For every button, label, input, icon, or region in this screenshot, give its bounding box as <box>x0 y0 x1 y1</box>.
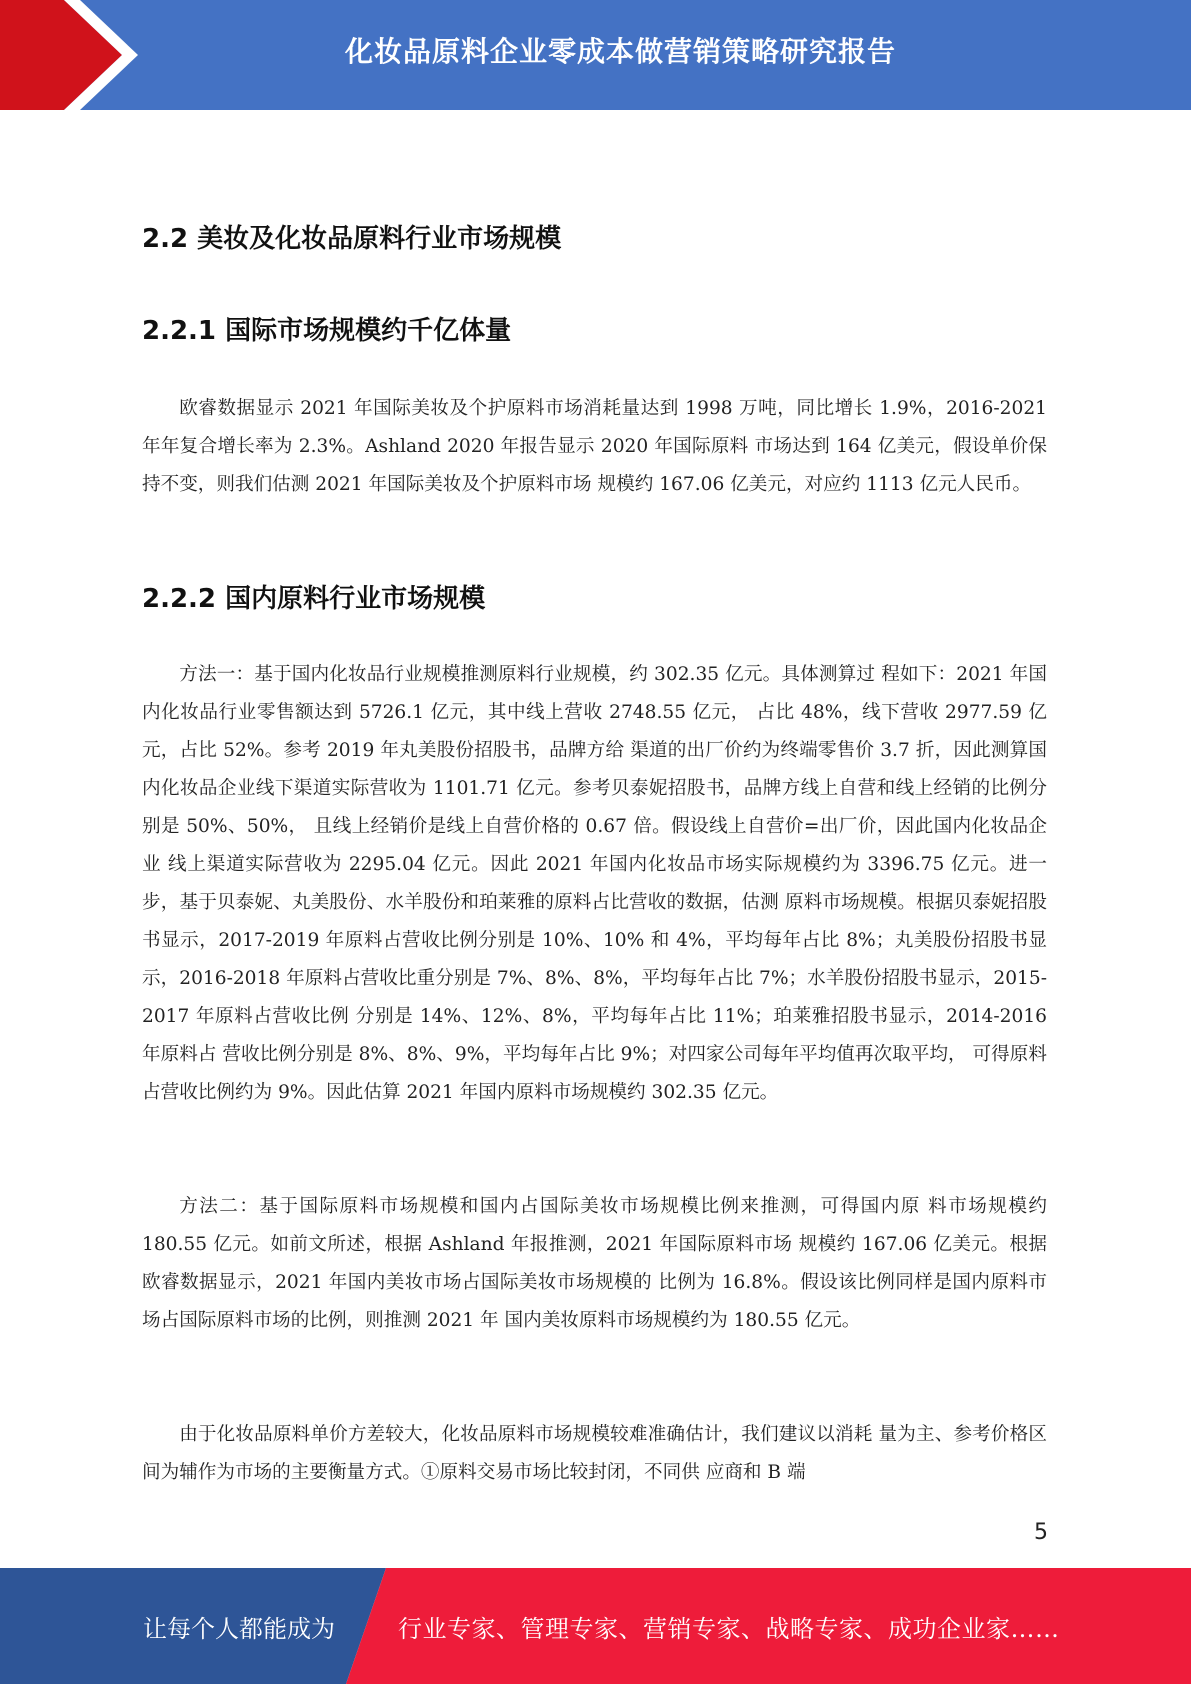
footer-slogan-right: 行业专家、管理专家、营销专家、战略专家、成功企业家…… <box>398 1614 1060 1643</box>
section-heading-2-2-2: 2.2.2 国内原料行业市场规模 <box>142 584 486 614</box>
footer-band <box>0 1568 1191 1684</box>
page-number: 5 <box>1034 1520 1048 1545</box>
paragraph-measurement: 由于化妆品原料单价方差较大，化妆品原料市场规模较难准确估计，我们建议以消耗 量为主、参考价格区间为辅作为市场的主要衡量方式。①原料交易市场比较封闭，不同供 应商和 B 端 <box>142 1424 1047 1483</box>
footer-slogan-left: 让每个人都能成为 <box>143 1614 335 1643</box>
report-title: 化妆品原料企业零成本做营销策略研究报告 <box>344 35 896 68</box>
paragraph-international-market: 欧睿数据显示 2021 年国际美妆及个护原料市场消耗量达到 1998 万吨，同比增长 1.9%，2016-2021 年年复合增长率为 2.3%。Ashland 2020 年报告显示 2020 年国际原料 市场达到 164 亿美元，假设单价保持不变，则我们估测 2021 年国际美妆及个护原料市场 规模约 167.06 亿美元，对应约 1113 亿元人民币。 <box>142 398 1047 495</box>
paragraph-method-one: 方法一：基于国内化妆品行业规模推测原料行业规模，约 302.35 亿元。具体测算过 程如下：2021 年国内化妆品行业零售额达到 5726.1 亿元，其中线上营收 2748.55 亿元， 占比 48%，线下营收 2977.59 亿元，占比 52%。参考 2019 年丸美股份招股书，品牌方给 渠道的出厂价约为终端零售价 3.7 折，因此测算国内化妆品企业线下渠道实际营收为 1101.71 亿元。参考贝泰妮招股书，品牌方线上自营和线上经销的比例分别是 50%、50%， 且线上经销价是线上自营价格的 0.67 倍。假设线上自营价=出厂价，因此国内化妆品企业 线上渠道实际营收为 2295.04 亿元。因此 2021 年国内化妆品市场实际规模约为 3396.75 亿元。进一步，基于贝泰妮、丸美股份、水羊股份和珀莱雅的原料占比营收的数据，估测 原料市场规模。根据贝泰妮招股书显示，2017-2019 年原料占营收比例分别是 10%、10% 和 4%，平均每年占比 8%；丸美股份招股书显示，2016-2018 年原料占营收比重分别是 7%、8%、8%，平均每年占比 7%；水羊股份招股书显示，2015-2017 年原料占营收比例 分别是 14%、12%、8%，平均每年占比 11%；珀莱雅招股书显示，2014-2016 年原料占 营收比例分别是 8%、8%、9%，平均每年占比 9%；对四家公司每年平均值再次取平均， 可得原料占营收比例约为 9%。因此估算 2021 年国内原料市场规模约 302.35 亿元。 <box>142 664 1047 1103</box>
paragraph-method-two: 方法二：基于国际原料市场规模和国内占国际美妆市场规模比例来推测，可得国内原 料市场规模约 180.55 亿元。如前文所述，根据 Ashland 年报推测，2021 年国际原料市场 规模约 167.06 亿美元。根据欧睿数据显示，2021 年国内美妆市场占国际美妆市场规模的 比例为 16.8%。假设该比例同样是国内原料市场占国际原料市场的比例，则推测 2021 年 国内美妆原料市场规模约为 180.55 亿元。 <box>142 1196 1047 1331</box>
section-heading-2-2: 2.2 美妆及化妆品原料行业市场规模 <box>142 224 562 254</box>
header-chevron-icon <box>0 0 160 110</box>
header-band <box>0 0 1191 110</box>
section-heading-2-2-1: 2.2.1 国际市场规模约千亿体量 <box>142 316 512 346</box>
